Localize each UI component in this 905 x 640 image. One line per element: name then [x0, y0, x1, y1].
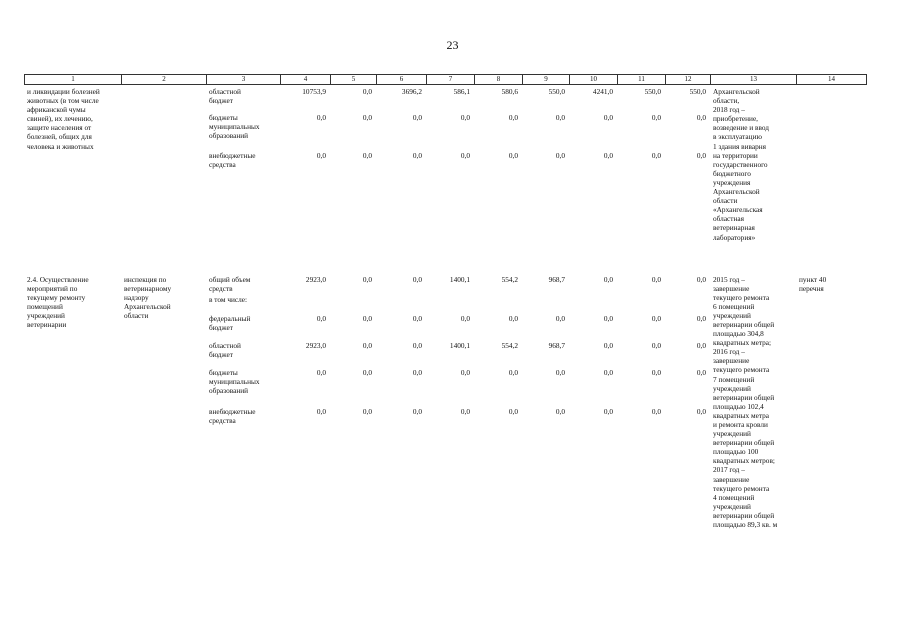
value-cell: 0,0	[603, 274, 613, 284]
value-cell: 2923,0	[305, 340, 326, 350]
value-cell: 0,0	[651, 406, 661, 416]
value-cell: 0,0	[362, 340, 372, 350]
column-header-6: 6	[377, 75, 427, 85]
funding-source-cell: федеральный бюджет	[209, 313, 251, 332]
row_b-col14-cell: пункт 40 перечня	[799, 274, 827, 293]
value-cell: 0,0	[603, 112, 613, 122]
funding-source-cell: областной бюджет	[209, 340, 241, 359]
row_a-col14-cell	[797, 85, 867, 269]
value-cell: 0,0	[362, 367, 372, 377]
value-cell	[666, 293, 711, 312]
value-cell: 586,1	[453, 87, 470, 96]
value-cell: 554,2	[501, 274, 518, 284]
value-cell: 0,0	[508, 406, 518, 416]
table-body	[25, 85, 867, 575]
value-cell: 1400,1	[449, 274, 470, 284]
row_b-col2-cell: инспекция по ветеринарному надзору Архангельской области	[124, 274, 172, 320]
value-cell: 0,0	[603, 367, 613, 377]
funding-source-cell: внебюджетные средства	[209, 406, 256, 425]
value-cell: 0,0	[555, 406, 565, 416]
value-cell: 554,2	[501, 340, 518, 350]
row_a-col1-cell: и ликвидации болезней животных (в том числе африканской чумы свиней), их лечению, защите населения от болезней, общих для человека и животных	[27, 87, 100, 151]
value-cell: 0,0	[555, 150, 565, 160]
value-cell: 0,0	[555, 313, 565, 323]
value-cell	[618, 293, 666, 312]
value-cell: 3696,2	[401, 87, 422, 96]
value-cell: 968,7	[548, 274, 565, 284]
row_a-col13-cell: Архангельской области, 2018 год – приобретение, возведение и ввод в эксплуатацию 1 здания виварня на территории государственного бюджетного учреждения Архангельской области «Архангельская областная ветеринарная лаборатория»	[713, 87, 770, 242]
value-cell: 0,0	[362, 274, 372, 284]
row_b-col13-cell: 2015 год – завершение текущего ремонта 6 помещений учреждений ветеринарии общей площадью 304,8 квадратных метра; 2016 год – завершение текущего ремонта 7 помещений учреждений ветеринарии общей площадью 102,4 квадратных метра и ремонта кровли учреждений ветеринарии общей площадью 100 квадратных метров; 2017 год – завершение текущего ремонта 4 помещений учреждений ветеринарии общей площадью 89,3 кв. м	[713, 274, 778, 530]
value-cell	[377, 293, 427, 312]
page-number: 23	[446, 38, 459, 52]
column-header-14: 14	[797, 75, 867, 85]
value-cell: 0,0	[316, 150, 326, 160]
value-cell: 0,0	[651, 274, 661, 284]
column-header-2: 2	[122, 75, 207, 85]
value-cell: 0,0	[316, 406, 326, 416]
value-cell: 0,0	[412, 406, 422, 416]
value-cell: 968,7	[548, 340, 565, 350]
funding-source-cell: бюджеты муниципальных образований	[209, 367, 260, 395]
value-cell: 0,0	[651, 150, 661, 160]
value-cell: 0,0	[316, 313, 326, 323]
funding-source-cell: общий объем средств	[209, 274, 251, 293]
funding-source-cell: бюджеты муниципальных образований	[209, 112, 260, 140]
value-cell: 0,0	[460, 150, 470, 160]
column-header-5: 5	[331, 75, 377, 85]
value-cell: 0,0	[412, 112, 422, 122]
column-header-3: 3	[207, 75, 281, 85]
value-cell: 0,0	[412, 340, 422, 350]
value-cell: 1400,1	[449, 340, 470, 350]
value-cell: 0,0	[460, 367, 470, 377]
value-cell: 0,0	[603, 406, 613, 416]
funding-source-cell: областной бюджет	[209, 87, 241, 106]
column-number-header	[25, 75, 867, 85]
value-cell: 0,0	[651, 340, 661, 350]
value-cell	[475, 293, 523, 312]
value-cell: 0,0	[508, 112, 518, 122]
value-cell: 0,0	[696, 340, 706, 350]
column-header-7: 7	[427, 75, 475, 85]
value-cell: 0,0	[362, 150, 372, 160]
budget-table	[24, 74, 867, 575]
funding-source-cell: в том числе:	[209, 294, 248, 304]
table-row	[25, 85, 867, 111]
column-header-4: 4	[281, 75, 331, 85]
row_a-col2-cell	[122, 85, 207, 269]
value-cell: 0,0	[460, 112, 470, 122]
column-header-10: 10	[570, 75, 618, 85]
column-header-1: 1	[25, 75, 122, 85]
value-cell: 0,0	[696, 406, 706, 416]
column-header-13: 13	[711, 75, 797, 85]
value-cell: 0,0	[603, 150, 613, 160]
value-cell: 0,0	[412, 313, 422, 323]
value-cell: 0,0	[460, 406, 470, 416]
value-cell	[331, 293, 377, 312]
value-cell: 0,0	[651, 313, 661, 323]
value-cell: 580,6	[501, 87, 518, 96]
value-cell: 0,0	[362, 406, 372, 416]
value-cell: 0,0	[696, 150, 706, 160]
column-header-9: 9	[523, 75, 570, 85]
value-cell: 0,0	[412, 274, 422, 284]
column-header-8: 8	[475, 75, 523, 85]
value-cell: 0,0	[362, 112, 372, 122]
value-cell: 0,0	[696, 367, 706, 377]
value-cell: 550,0	[644, 87, 661, 96]
value-cell: 0,0	[362, 313, 372, 323]
value-cell	[281, 293, 331, 312]
table-row	[25, 273, 867, 293]
value-cell: 4241,0	[592, 87, 613, 96]
value-cell: 0,0	[508, 150, 518, 160]
value-cell	[570, 293, 618, 312]
row_b-col1-cell: 2.4. Осуществление мероприятий по текущему ремонту помещений учреждений ветеринарии	[27, 274, 89, 329]
value-cell: 550,0	[689, 87, 706, 96]
column-header-12: 12	[666, 75, 711, 85]
value-cell: 0,0	[696, 112, 706, 122]
value-cell: 0,0	[603, 340, 613, 350]
value-cell: 550,0	[548, 87, 565, 96]
value-cell: 0,0	[651, 367, 661, 377]
value-cell: 0,0	[603, 313, 613, 323]
value-cell: 0,0	[412, 150, 422, 160]
value-cell: 0,0	[316, 367, 326, 377]
value-cell	[427, 293, 475, 312]
budget-table-sheet	[24, 74, 866, 575]
value-cell: 0,0	[508, 313, 518, 323]
funding-source-cell: внебюджетные средства	[209, 150, 256, 169]
value-cell: 0,0	[362, 87, 372, 96]
value-cell: 0,0	[696, 313, 706, 323]
value-cell: 0,0	[460, 313, 470, 323]
value-cell	[523, 293, 570, 312]
value-cell: 0,0	[555, 367, 565, 377]
value-cell: 0,0	[651, 112, 661, 122]
value-cell: 10753,9	[302, 87, 326, 96]
value-cell: 0,0	[696, 274, 706, 284]
value-cell: 0,0	[316, 112, 326, 122]
value-cell: 2923,0	[305, 274, 326, 284]
value-cell: 0,0	[508, 367, 518, 377]
column-header-11: 11	[618, 75, 666, 85]
value-cell: 0,0	[555, 112, 565, 122]
value-cell: 0,0	[412, 367, 422, 377]
